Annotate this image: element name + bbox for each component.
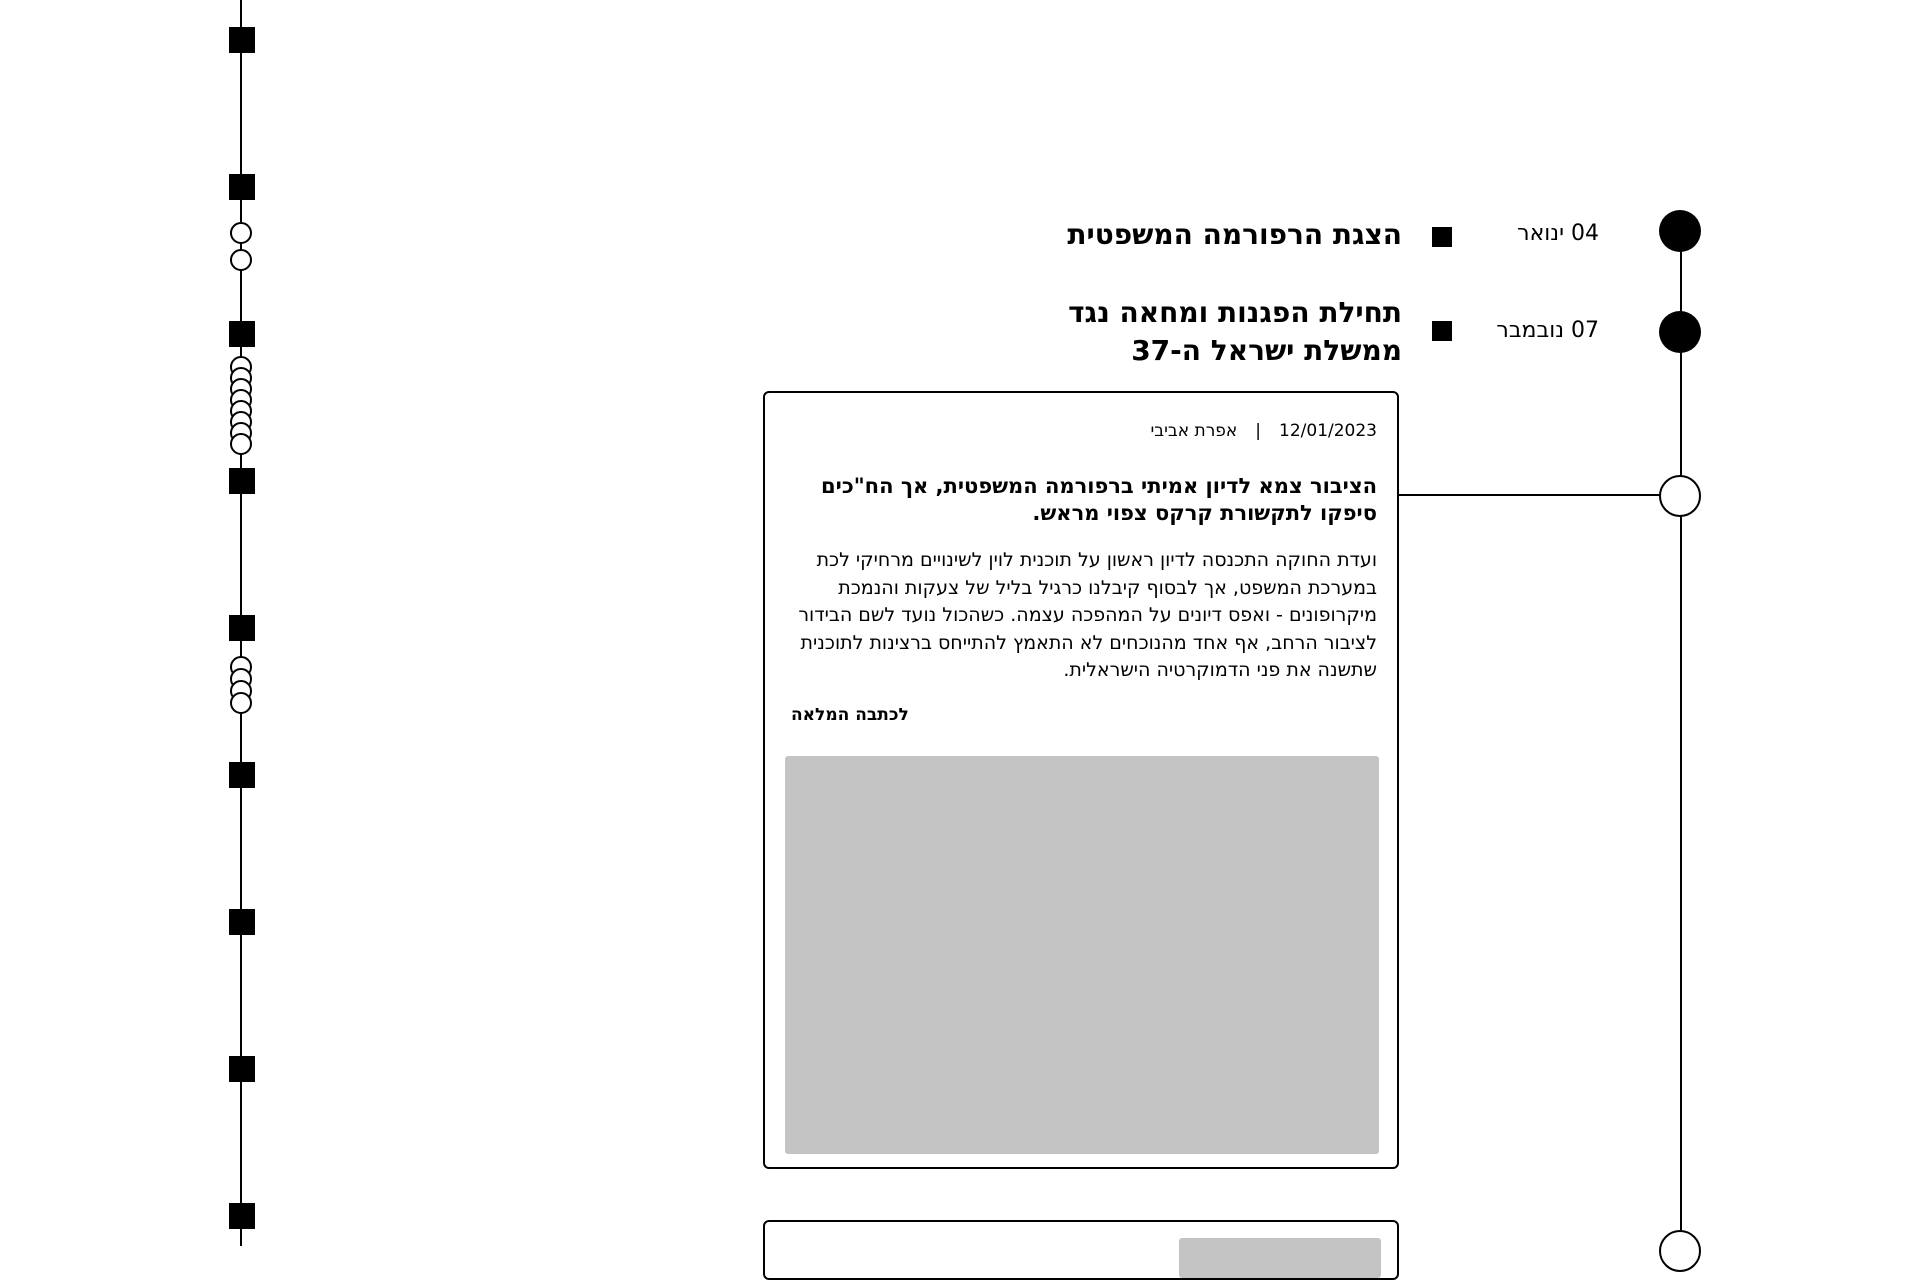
- event-title[interactable]: תחילת הפגנות ומחאה נגד ממשלת ישראל ה-37: [1068, 296, 1402, 367]
- event-title[interactable]: הצגת הרפורמה המשפטית: [1067, 218, 1402, 251]
- article-meta: [1151, 421, 1378, 441]
- article-image: [785, 756, 1379, 1154]
- timeline-connector: [1398, 494, 1660, 496]
- event-marker-icon: [1432, 321, 1452, 341]
- article-card: [763, 1220, 1399, 1280]
- timeline-node-filled: [1659, 210, 1701, 252]
- rail-year-marker[interactable]: [229, 174, 255, 200]
- rail-year-marker[interactable]: [229, 909, 255, 935]
- article-card: [763, 391, 1399, 1169]
- rail-year-marker[interactable]: [229, 321, 255, 347]
- read-full-article-link[interactable]: לכתבה המלאה: [791, 705, 909, 725]
- rail-event-marker[interactable]: [230, 692, 252, 714]
- article-body: ועדת החוקה התכנסה לדיון ראשון על תוכנית לוין לשינויים מרחיקי לכת במערכת המשפט, אך לבסוף קיבלנו כרגיל בליל של צעקות והנמכת מיקרופונים - ואפס דיונים על המהפכה עצמה. כשהכול נועד לשם הבידור לציבור הרחב, אף אחד מהנוכחים לא התאמץ להתייחס ברצינות לתוכנית שתשנה את פני הדמוקרטיה הישראלית.: [798, 549, 1377, 681]
- timeline-line: [1680, 230, 1682, 1246]
- article-image: [1179, 1238, 1381, 1278]
- rail-year-marker[interactable]: [229, 27, 255, 53]
- event-date: 07 נובמבר: [1496, 318, 1599, 343]
- rail-year-marker[interactable]: [229, 468, 255, 494]
- rail-event-marker[interactable]: [230, 222, 252, 244]
- event-date: 04 ינואר: [1517, 221, 1599, 246]
- timeline-node-open: [1659, 475, 1701, 517]
- rail-year-marker[interactable]: [229, 1056, 255, 1082]
- rail-event-marker[interactable]: [230, 249, 252, 271]
- meta-separator: |: [1255, 421, 1262, 441]
- article-author: אפרת אביבי: [1150, 421, 1238, 441]
- article-headline: הציבור צמא לדיון אמיתי ברפורמה המשפטית, אך הח"כים סיפקו לתקשורת קרקס צפוי מראש.: [821, 474, 1377, 525]
- rail-year-marker[interactable]: [229, 615, 255, 641]
- timeline-node-open: [1659, 1230, 1701, 1272]
- event-marker-icon: [1432, 227, 1452, 247]
- article-date: 12/01/2023: [1279, 421, 1377, 441]
- timeline-node-filled: [1659, 311, 1701, 353]
- rail-year-marker[interactable]: [229, 762, 255, 788]
- rail-event-marker[interactable]: [230, 433, 252, 455]
- rail-year-marker[interactable]: [229, 1203, 255, 1229]
